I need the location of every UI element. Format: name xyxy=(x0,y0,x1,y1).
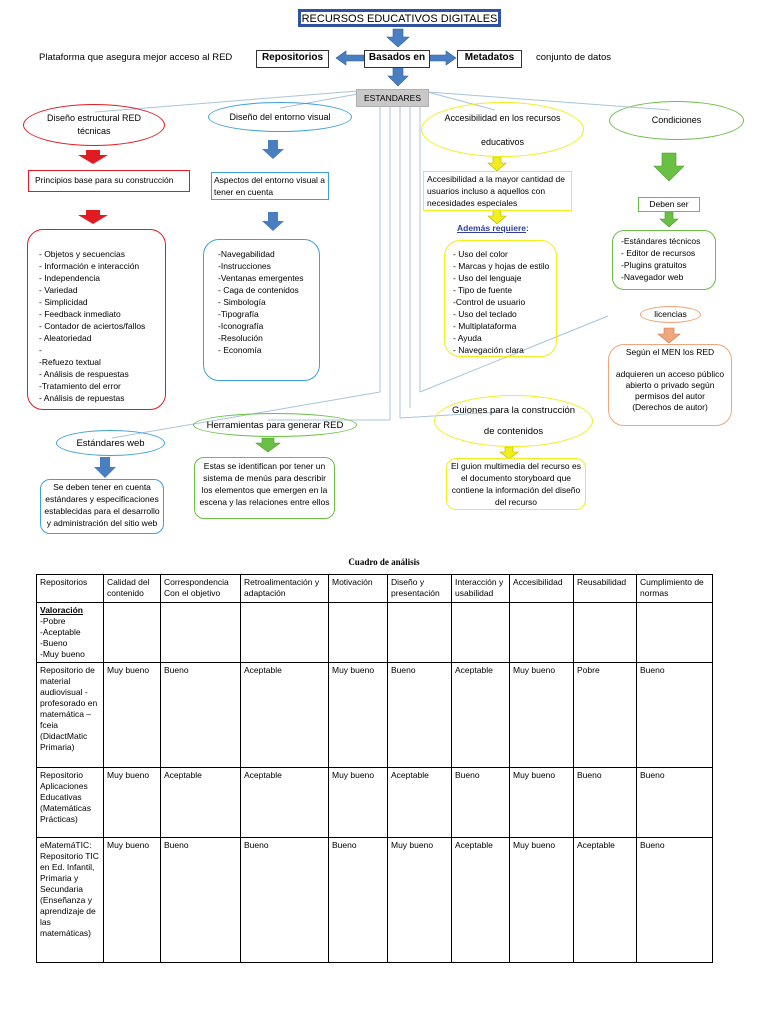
estructural-list-item: - Análisis de respuestas xyxy=(39,369,129,379)
valoracion-option: -Bueno xyxy=(40,638,68,648)
accesibilidad-list-item: - Marcas y hojas de estilo xyxy=(453,261,550,271)
licencias-oval xyxy=(640,306,701,323)
table-header-cell: Correspondencia Con el objetivo xyxy=(161,575,241,603)
empty-cell xyxy=(329,603,388,663)
diagram-title: RECURSOS EDUCATIVOS DIGITALES xyxy=(298,9,501,27)
rating-cell: Muy bueno xyxy=(510,768,574,838)
estructural-list-item: - Variedad xyxy=(39,285,78,295)
men-line: Según el MEN los RED xyxy=(625,347,715,357)
entorno-visual-oval xyxy=(208,102,352,132)
condiciones-list-item: -Plugins gratuitos xyxy=(621,260,687,270)
table-row xyxy=(37,768,713,838)
ademas-requiere-colon: : xyxy=(525,223,529,233)
table-header-cell: Retroalimentación y adaptación xyxy=(241,575,329,603)
rating-cell: Bueno xyxy=(637,838,713,963)
estructural-list-item: - Contador de aciertos/fallos xyxy=(39,321,146,331)
estructural-list-item: - Objetos y secuencias xyxy=(39,249,125,259)
arrow-down-estandares xyxy=(388,67,408,86)
rating-cell: Muy bueno xyxy=(104,838,161,963)
diseno-estructural-title: Diseño estructural RED técnicas xyxy=(46,113,142,136)
rating-cell: Aceptable xyxy=(452,838,510,963)
rating-cell: Muy bueno xyxy=(388,838,452,963)
visual-list-item: - Caga de contenidos xyxy=(218,285,299,295)
estructural-list-item: - Información e interacción xyxy=(39,261,140,271)
basados-en-box: Basados en xyxy=(364,50,430,68)
table-header-row xyxy=(37,575,713,603)
estructural-list-item: - Feedback inmediato xyxy=(39,309,121,319)
empty-cell xyxy=(510,603,574,663)
rating-cell: Aceptable xyxy=(161,768,241,838)
condiciones-list xyxy=(612,230,716,290)
accesibilidad-list-item: - Tipo de fuente xyxy=(453,285,513,295)
estructural-list-item: -Tratamiento del error xyxy=(39,381,121,391)
arrow-red-2 xyxy=(78,210,108,224)
rating-cell: Muy bueno xyxy=(329,663,388,768)
table-row xyxy=(37,663,713,768)
empty-cell xyxy=(637,603,713,663)
accesibilidad-oval xyxy=(421,102,584,157)
rating-cell: Muy bueno xyxy=(104,663,161,768)
table-header-cell: Reusabilidad xyxy=(574,575,637,603)
rating-cell: Aceptable xyxy=(241,663,329,768)
estructural-list-item: -Refuezo textual xyxy=(39,357,101,367)
estructural-list-item: - Aleatoriedad xyxy=(39,333,92,343)
accesibilidad-list-item: - Multiplataforma xyxy=(453,321,517,331)
rating-cell: Muy bueno xyxy=(104,768,161,838)
visual-list-item: -Navegabilidad xyxy=(218,249,275,259)
repositorios-box: Repositorios xyxy=(256,50,329,68)
men-line xyxy=(609,358,731,369)
men-box xyxy=(608,344,732,426)
repository-name-cell: Repositorio de material audiovisual - profesorado en matemática – fceia (DidactMatic Primaria) xyxy=(37,663,104,768)
herramientas-desc: Estas se identifican por tener un sistema de menús para describir los elementos que emergen en la escena y las relaciones entre ellos xyxy=(194,457,335,519)
estructural-list-item: - Independencia xyxy=(39,273,100,283)
rating-cell: Bueno xyxy=(161,663,241,768)
herramientas-title: Herramientas para generar RED xyxy=(206,419,344,431)
table-row-valoracion xyxy=(37,603,713,663)
valoracion-option: -Pobre xyxy=(40,616,66,626)
estandares-box: ESTANDARES xyxy=(356,89,429,107)
valoracion-cell xyxy=(37,603,104,663)
metadatos-box: Metadatos xyxy=(457,50,522,68)
repository-name-cell: Repositorio Aplicaciones Educativas (Matemáticas Prácticas) xyxy=(37,768,104,838)
rating-cell: Pobre xyxy=(574,663,637,768)
accesibilidad-list-item: - Navegación clara xyxy=(453,345,524,355)
rating-cell: Bueno xyxy=(388,663,452,768)
conjunto-datos-text: conjunto de datos xyxy=(536,52,612,63)
accesibilidad-list-item: - Uso del teclado xyxy=(453,309,517,319)
guiones-desc: El guion multimedia del recurso es el documento storyboard que contiene la información del diseño del recurso xyxy=(446,458,586,510)
table-caption: Cuadro de análisis xyxy=(348,557,420,567)
diseno-estructural-list xyxy=(27,229,166,410)
table-header-cell: Repositorios xyxy=(37,575,104,603)
estructural-list-item: - Análisis de repuestas xyxy=(39,393,125,403)
principios-box: Principios base para su construcción xyxy=(28,170,190,192)
guiones-title-2: de contenidos xyxy=(483,426,544,437)
rating-cell: Aceptable xyxy=(241,768,329,838)
estructural-list-item: - xyxy=(39,345,42,355)
table-header-cell: Calidad del contenido xyxy=(104,575,161,603)
valoracion-option: -Aceptable xyxy=(40,627,81,637)
empty-cell xyxy=(161,603,241,663)
empty-cell xyxy=(241,603,329,663)
accesibilidad-list-item: -Control de usuario xyxy=(453,297,526,307)
visual-list-item: - Economía xyxy=(218,345,262,355)
rating-cell: Bueno xyxy=(637,663,713,768)
rating-cell: Bueno xyxy=(241,838,329,963)
arrow-blue-web xyxy=(94,457,116,478)
arrow-blue-visual-1 xyxy=(262,140,284,159)
entorno-visual-list xyxy=(203,239,320,381)
rating-cell: Bueno xyxy=(452,768,510,838)
men-line: (Derechos de autor) xyxy=(632,402,708,412)
arrow-orange xyxy=(658,328,680,343)
analysis-table xyxy=(36,574,713,963)
accesibilidad-title-2: educativos xyxy=(480,136,525,147)
aspectos-box: Aspectos del entorno visual a tener en cuenta xyxy=(211,172,329,200)
arrow-green-2 xyxy=(660,212,678,227)
condiciones-oval xyxy=(609,101,744,140)
visual-list-item: -Resolución xyxy=(218,333,263,343)
ademas-requiere xyxy=(457,222,529,234)
men-line: abierto o privado según xyxy=(625,380,715,390)
rating-cell: Bueno xyxy=(637,768,713,838)
entorno-visual-title: Diseño del entorno visual xyxy=(229,111,331,122)
arrow-blue-visual-2 xyxy=(262,212,284,231)
table-header-cell: Accesibilidad xyxy=(510,575,574,603)
accesibilidad-list-item: - Uso del lenguaje xyxy=(453,273,522,283)
table-header-cell: Cumplimiento de normas xyxy=(637,575,713,603)
table-header-cell: Diseño y presentación xyxy=(388,575,452,603)
accesibilidad-list xyxy=(444,240,557,357)
rating-cell: Aceptable xyxy=(452,663,510,768)
rating-cell: Bueno xyxy=(574,768,637,838)
ademas-requiere-label: Además requiere xyxy=(457,223,526,233)
rating-cell: Bueno xyxy=(161,838,241,963)
visual-list-item: -Tipografía xyxy=(218,309,259,319)
visual-list-item: -Iconografía xyxy=(218,321,264,331)
diseno-estructural-oval xyxy=(23,104,165,146)
empty-cell xyxy=(388,603,452,663)
estandares-web-desc: Se deben tener en cuenta estándares y especificaciones establecidas para el desarrollo y administración del sitio web xyxy=(40,479,164,534)
herramientas-oval xyxy=(193,413,357,437)
accesibilidad-title-1: Accesibilidad en los recursos xyxy=(444,112,561,123)
estructural-list-item: - Simplicidad xyxy=(39,297,88,307)
valoracion-label: Valoración xyxy=(40,605,83,615)
empty-cell xyxy=(104,603,161,663)
valoracion-option: -Muy bueno xyxy=(40,649,85,659)
visual-list-item: -Ventanas emergentes xyxy=(218,273,304,283)
condiciones-list-item: -Navegador web xyxy=(621,272,684,282)
visual-list-item: - Simbología xyxy=(218,297,266,307)
estandares-web-title: Estándares web xyxy=(76,437,145,449)
empty-cell xyxy=(452,603,510,663)
men-line: adquieren un acceso público xyxy=(615,369,725,379)
table-row xyxy=(37,838,713,963)
guiones-oval xyxy=(434,395,593,447)
men-line: permisos del autor xyxy=(635,391,705,401)
empty-cell xyxy=(574,603,637,663)
condiciones-list-item: -Estándares técnicos xyxy=(621,236,701,246)
guiones-title-1: Guiones para la construcción xyxy=(451,405,576,416)
arrow-red-1 xyxy=(78,150,108,164)
rating-cell: Muy bueno xyxy=(510,838,574,963)
estandares-web-oval xyxy=(56,430,165,456)
deben-ser-box: Deben ser xyxy=(638,197,700,212)
arrow-green-1 xyxy=(654,153,684,181)
rating-cell: Muy bueno xyxy=(329,768,388,838)
accesibilidad-desc: Accesibilidad a la mayor cantidad de usuarios incluso a aquellos con necesidades especiales xyxy=(423,171,572,211)
rating-cell: Bueno xyxy=(329,838,388,963)
accesibilidad-list-item: - Ayuda xyxy=(453,333,482,343)
rating-cell: Muy bueno xyxy=(510,663,574,768)
platform-text: Plataforma que asegura mejor acceso al RED xyxy=(39,52,233,63)
arrow-yellow-1 xyxy=(488,157,506,171)
accesibilidad-list-item: - Uso del color xyxy=(453,249,508,259)
table-header-cell: Interacción y usabilidad xyxy=(452,575,510,603)
visual-list-item: -Instrucciones xyxy=(218,261,271,271)
arrow-right-metadatos xyxy=(430,51,456,65)
rating-cell: Aceptable xyxy=(388,768,452,838)
condiciones-list-item: - Editor de recursos xyxy=(621,248,696,258)
licencias-label: licencias xyxy=(654,309,687,319)
rating-cell: Aceptable xyxy=(574,838,637,963)
repository-name-cell: eMatemáTIC: Repositorio TIC en Ed. Infantil, Primaria y Secundaria (Enseñanza y aprendizaje de las matemáticas) xyxy=(37,838,104,963)
arrow-title-down xyxy=(387,29,409,47)
arrow-left-repositorios xyxy=(336,51,364,65)
table-header-cell: Motivación xyxy=(329,575,388,603)
condiciones-title: Condiciones xyxy=(651,115,702,125)
arrow-green-herramientas xyxy=(256,438,280,452)
